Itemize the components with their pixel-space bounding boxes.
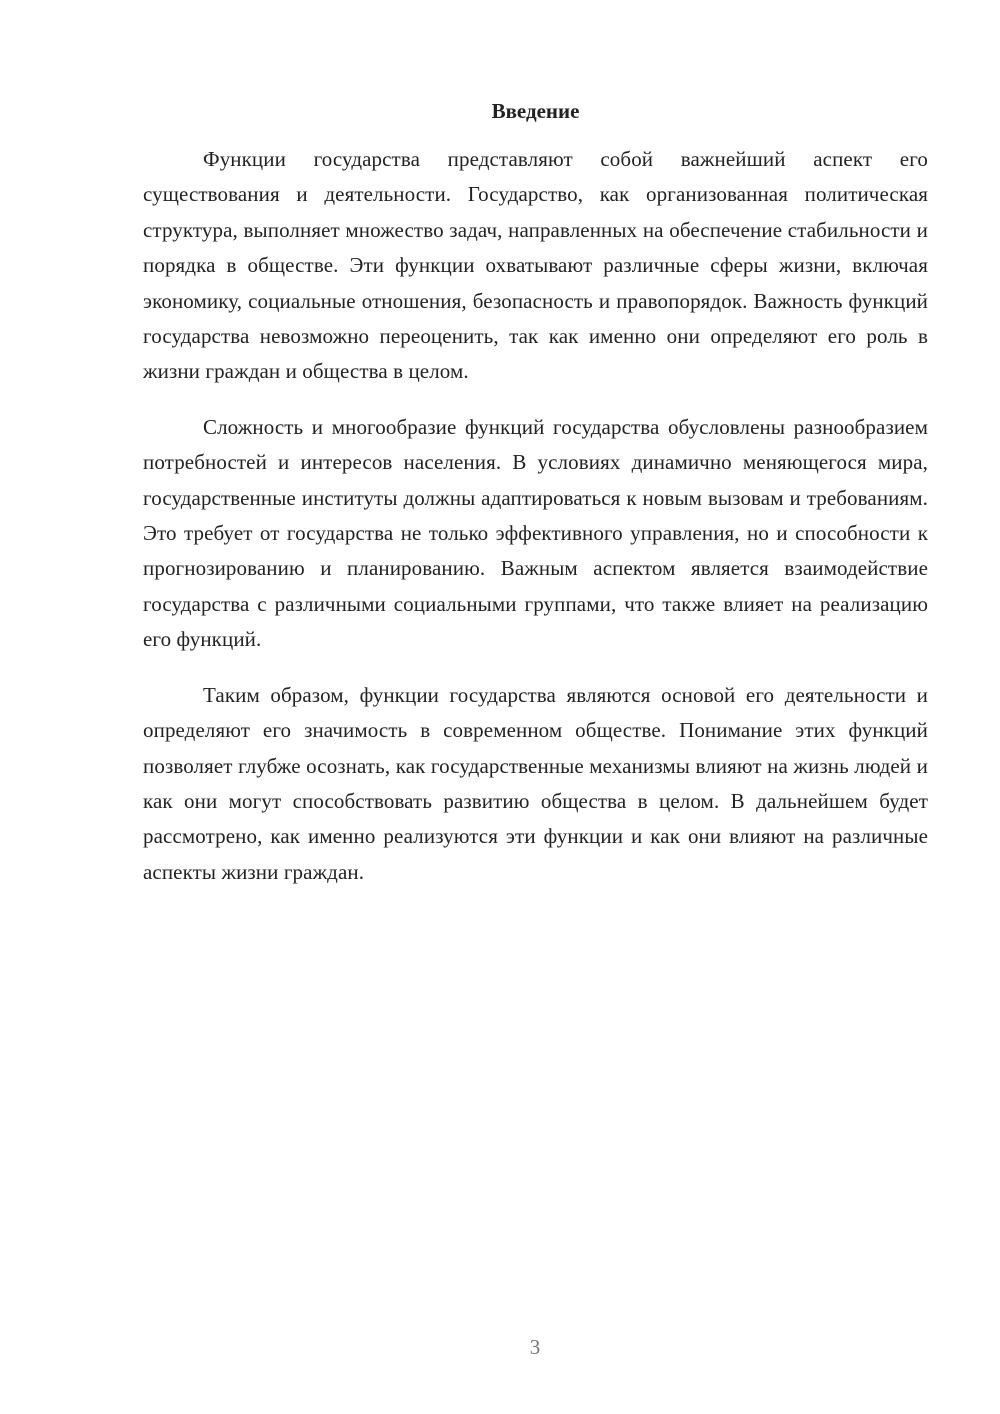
paragraph-2: Сложность и многообразие функций государства обусловлены разнообразием потребностей и интересов населения. В условиях динамично меняющегося мира, государственные институты должны адаптироваться к новым вызовам и требованиям. Это требует от государства не только эффективного управления, но и способности к прогнозированию и планированию. Важным аспектом является взаимодействие государства с различными социальными группами, что также влияет на реализацию его функций. bbox=[143, 414, 928, 652]
paragraph-3: Таким образом, функции государства являются основой его деятельности и определяют его значимость в современном обществе. Понимание этих функций позволяет глубже осознать, как государственные механизмы влияют на жизнь людей и как они могут способствовать развитию общества в целом. В дальнейшем будет рассмотрено, как именно реализуются эти функции и как они влияют на различные аспекты жизни граждан. bbox=[143, 682, 928, 884]
paragraph-1: Функции государства представляют собой важнейший аспект его существования и деятельности. Государство, как организованная политическая структура, выполняет множество задач, направленных на обеспечение стабильности и порядка в обществе. Эти функции охватывают различные сферы жизни, включая экономику, социальные отношения, безопасность и правопорядок. Важность функций государства невозможно переоценить, так как именно они определяют его роль в жизни граждан и общества в целом. bbox=[143, 147, 928, 384]
document-body bbox=[143, 142, 928, 910]
page-number: 3 bbox=[529, 1335, 541, 1359]
page-title: Введение bbox=[491, 99, 580, 123]
